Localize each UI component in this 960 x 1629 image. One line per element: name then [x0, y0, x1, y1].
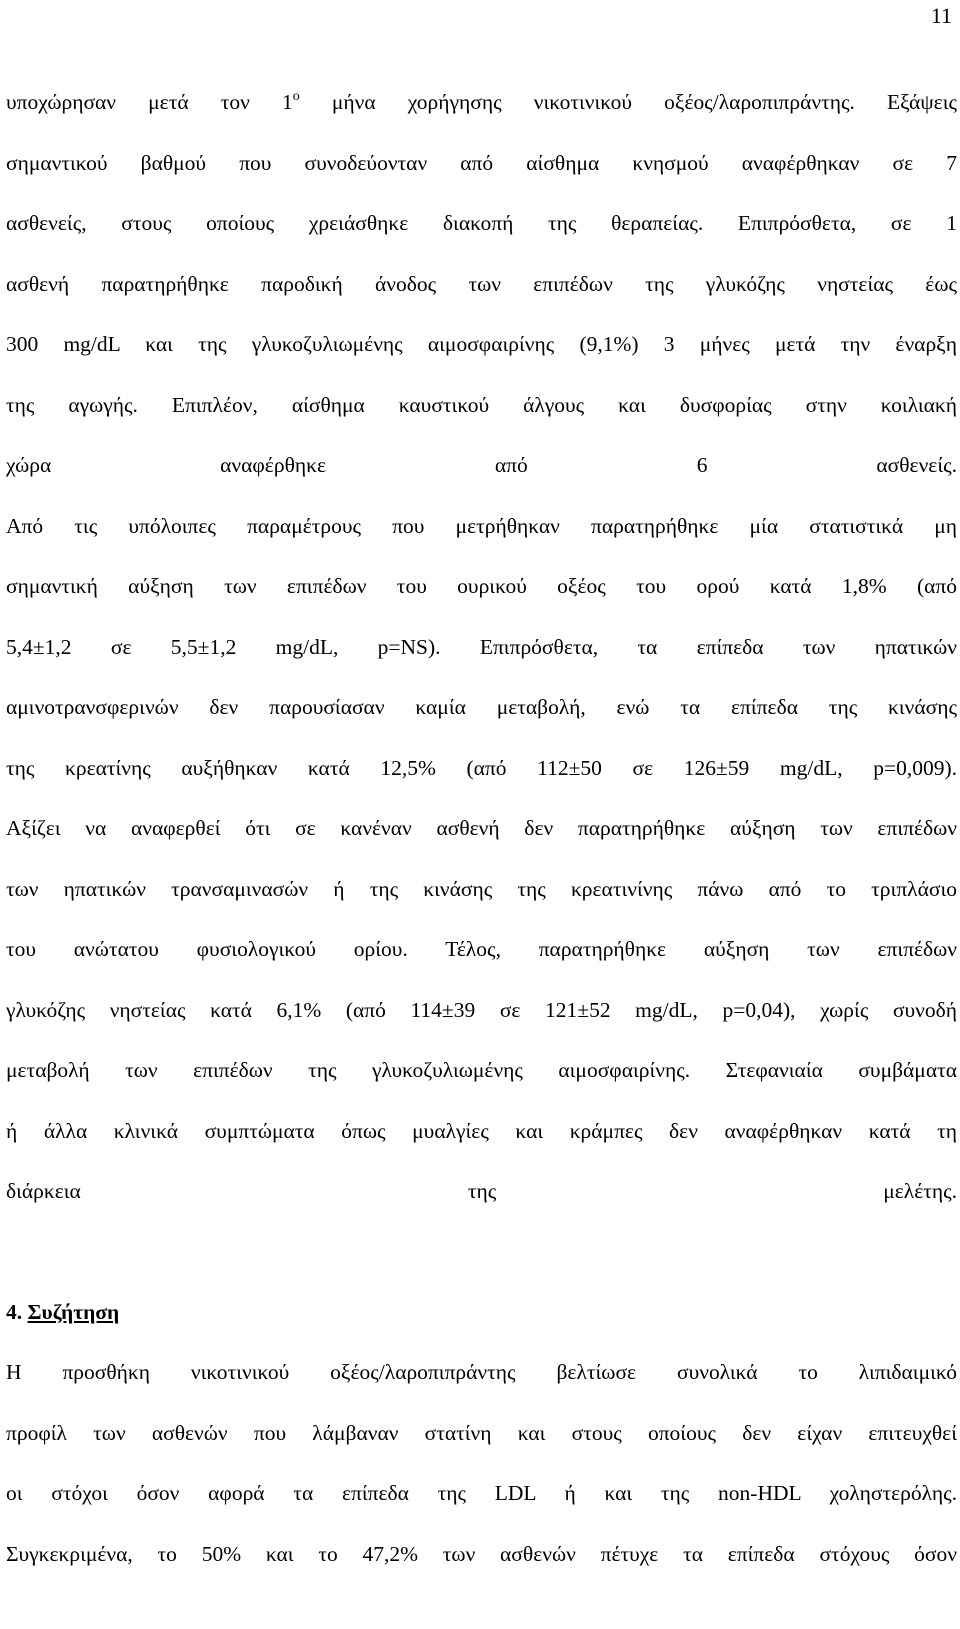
discussion-paragraph: [6, 1342, 957, 1584]
text-line: ή άλλα κλινικά συμπτώματα όπως μυαλγίες και κράμπες δεν αναφέρθηκαν κατά τη: [6, 1118, 957, 1143]
results-paragraph-other-parameters: [6, 496, 957, 1222]
text-line: διάρκεια της μελέτης.: [6, 1179, 957, 1203]
section-heading: [6, 1282, 957, 1343]
text-line: σημαντική αύξηση των επιπέδων του ουρικού οξέος του ορού κατά 1,8% (από: [6, 574, 957, 598]
text-line: μεταβολή των επιπέδων της γλυκοζυλιωμένης αιμοσφαιρίνης. Στεφανιαία συμβάματα: [6, 1058, 957, 1082]
text-line: 300 mg/dL και της γλυκοζυλιωμένης αιμοσφαιρίνης (9,1%) 3 μήνες μετά την έναρξη: [6, 332, 957, 356]
ordinal-superscript: ο: [292, 89, 300, 104]
text-line: ασθενή παρατηρήθηκε παροδική άνοδος των επιπέδων της γλυκόζης νηστείας έως: [6, 271, 957, 296]
text-line: Αξίζει να αναφερθεί ότι σε κανέναν ασθενή δεν παρατηρήθηκε αύξηση των επιπέδων: [6, 816, 957, 840]
text-line: γλυκόζης νηστείας κατά 6,1% (από 114±39 σε 121±52 mg/dL, p=0,04), χωρίς συνοδή: [6, 997, 957, 1022]
page-number: 11: [930, 3, 952, 28]
text-line: χώρα αναφέρθηκε από 6 ασθενείς.: [6, 453, 957, 477]
text-line: σημαντικού βαθμού που συνοδεύονταν από αίσθημα κνησμού αναφέρθηκαν σε 7: [6, 150, 957, 175]
text-line: οι στόχοι όσον αφορά τα επίπεδα της LDL ή και της non-HDL χοληστερόλης.: [6, 1481, 957, 1505]
text-line: Η προσθήκη νικοτινικού οξέος/λαροπιπράντης βελτίωσε συνολικά το λιπιδαιμικό: [6, 1360, 957, 1384]
text-line: 5,4±1,2 σε 5,5±1,2 mg/dL, p=NS). Επιπρόσθετα, τα επίπεδα των ηπατικών: [6, 634, 957, 659]
text-line: των ηπατικών τρανσαμινασών ή της κινάσης της κρεατινίνης πάνω από το τριπλάσιο: [6, 876, 957, 901]
text-line: υποχώρησαν μετά τον $1^o$ μήνα χορήγησης νικοτινικού οξέος/λαροπιπράντης. Εξάψεις: [6, 89, 957, 114]
text-line: Συγκεκριμένα, το 50% και το 47,2% των ασθενών πέτυχε τα επίπεδα στόχους όσον: [6, 1541, 957, 1566]
document-body: [6, 72, 957, 1584]
text-line: ασθενείς, στους οποίους χρειάσθηκε διακοπή της θεραπείας. Επιπρόσθετα, σε 1: [6, 211, 957, 235]
section-number: 4.: [6, 1299, 23, 1324]
text-line: της κρεατίνης αυξήθηκαν κατά 12,5% (από 112±50 σε 126±59 mg/dL, p=0,009).: [6, 755, 957, 780]
section-title: Συζήτηση: [27, 1299, 120, 1324]
text-line: αμινοτρανσφερινών δεν παρουσίασαν καμία μεταβολή, ενώ τα επίπεδα της κινάσης: [6, 695, 957, 719]
text-line: Από τις υπόλοιπες παραμέτρους που μετρήθηκαν παρατηρήθηκε μία στατιστικά μη: [6, 513, 957, 538]
text-line: της αγωγής. Επιπλέον, αίσθημα καυστικού άλγους και δυσφορίας στην κοιλιακή: [6, 392, 957, 417]
text-line: του ανώτατου φυσιολογικού ορίου. Τέλος, παρατηρήθηκε αύξηση των επιπέδων: [6, 937, 957, 961]
results-paragraph-adverse-effects: [6, 72, 957, 496]
text-line: προφίλ των ασθενών που λάμβαναν στατίνη και στους οποίους δεν είχαν επιτευχθεί: [6, 1420, 957, 1445]
